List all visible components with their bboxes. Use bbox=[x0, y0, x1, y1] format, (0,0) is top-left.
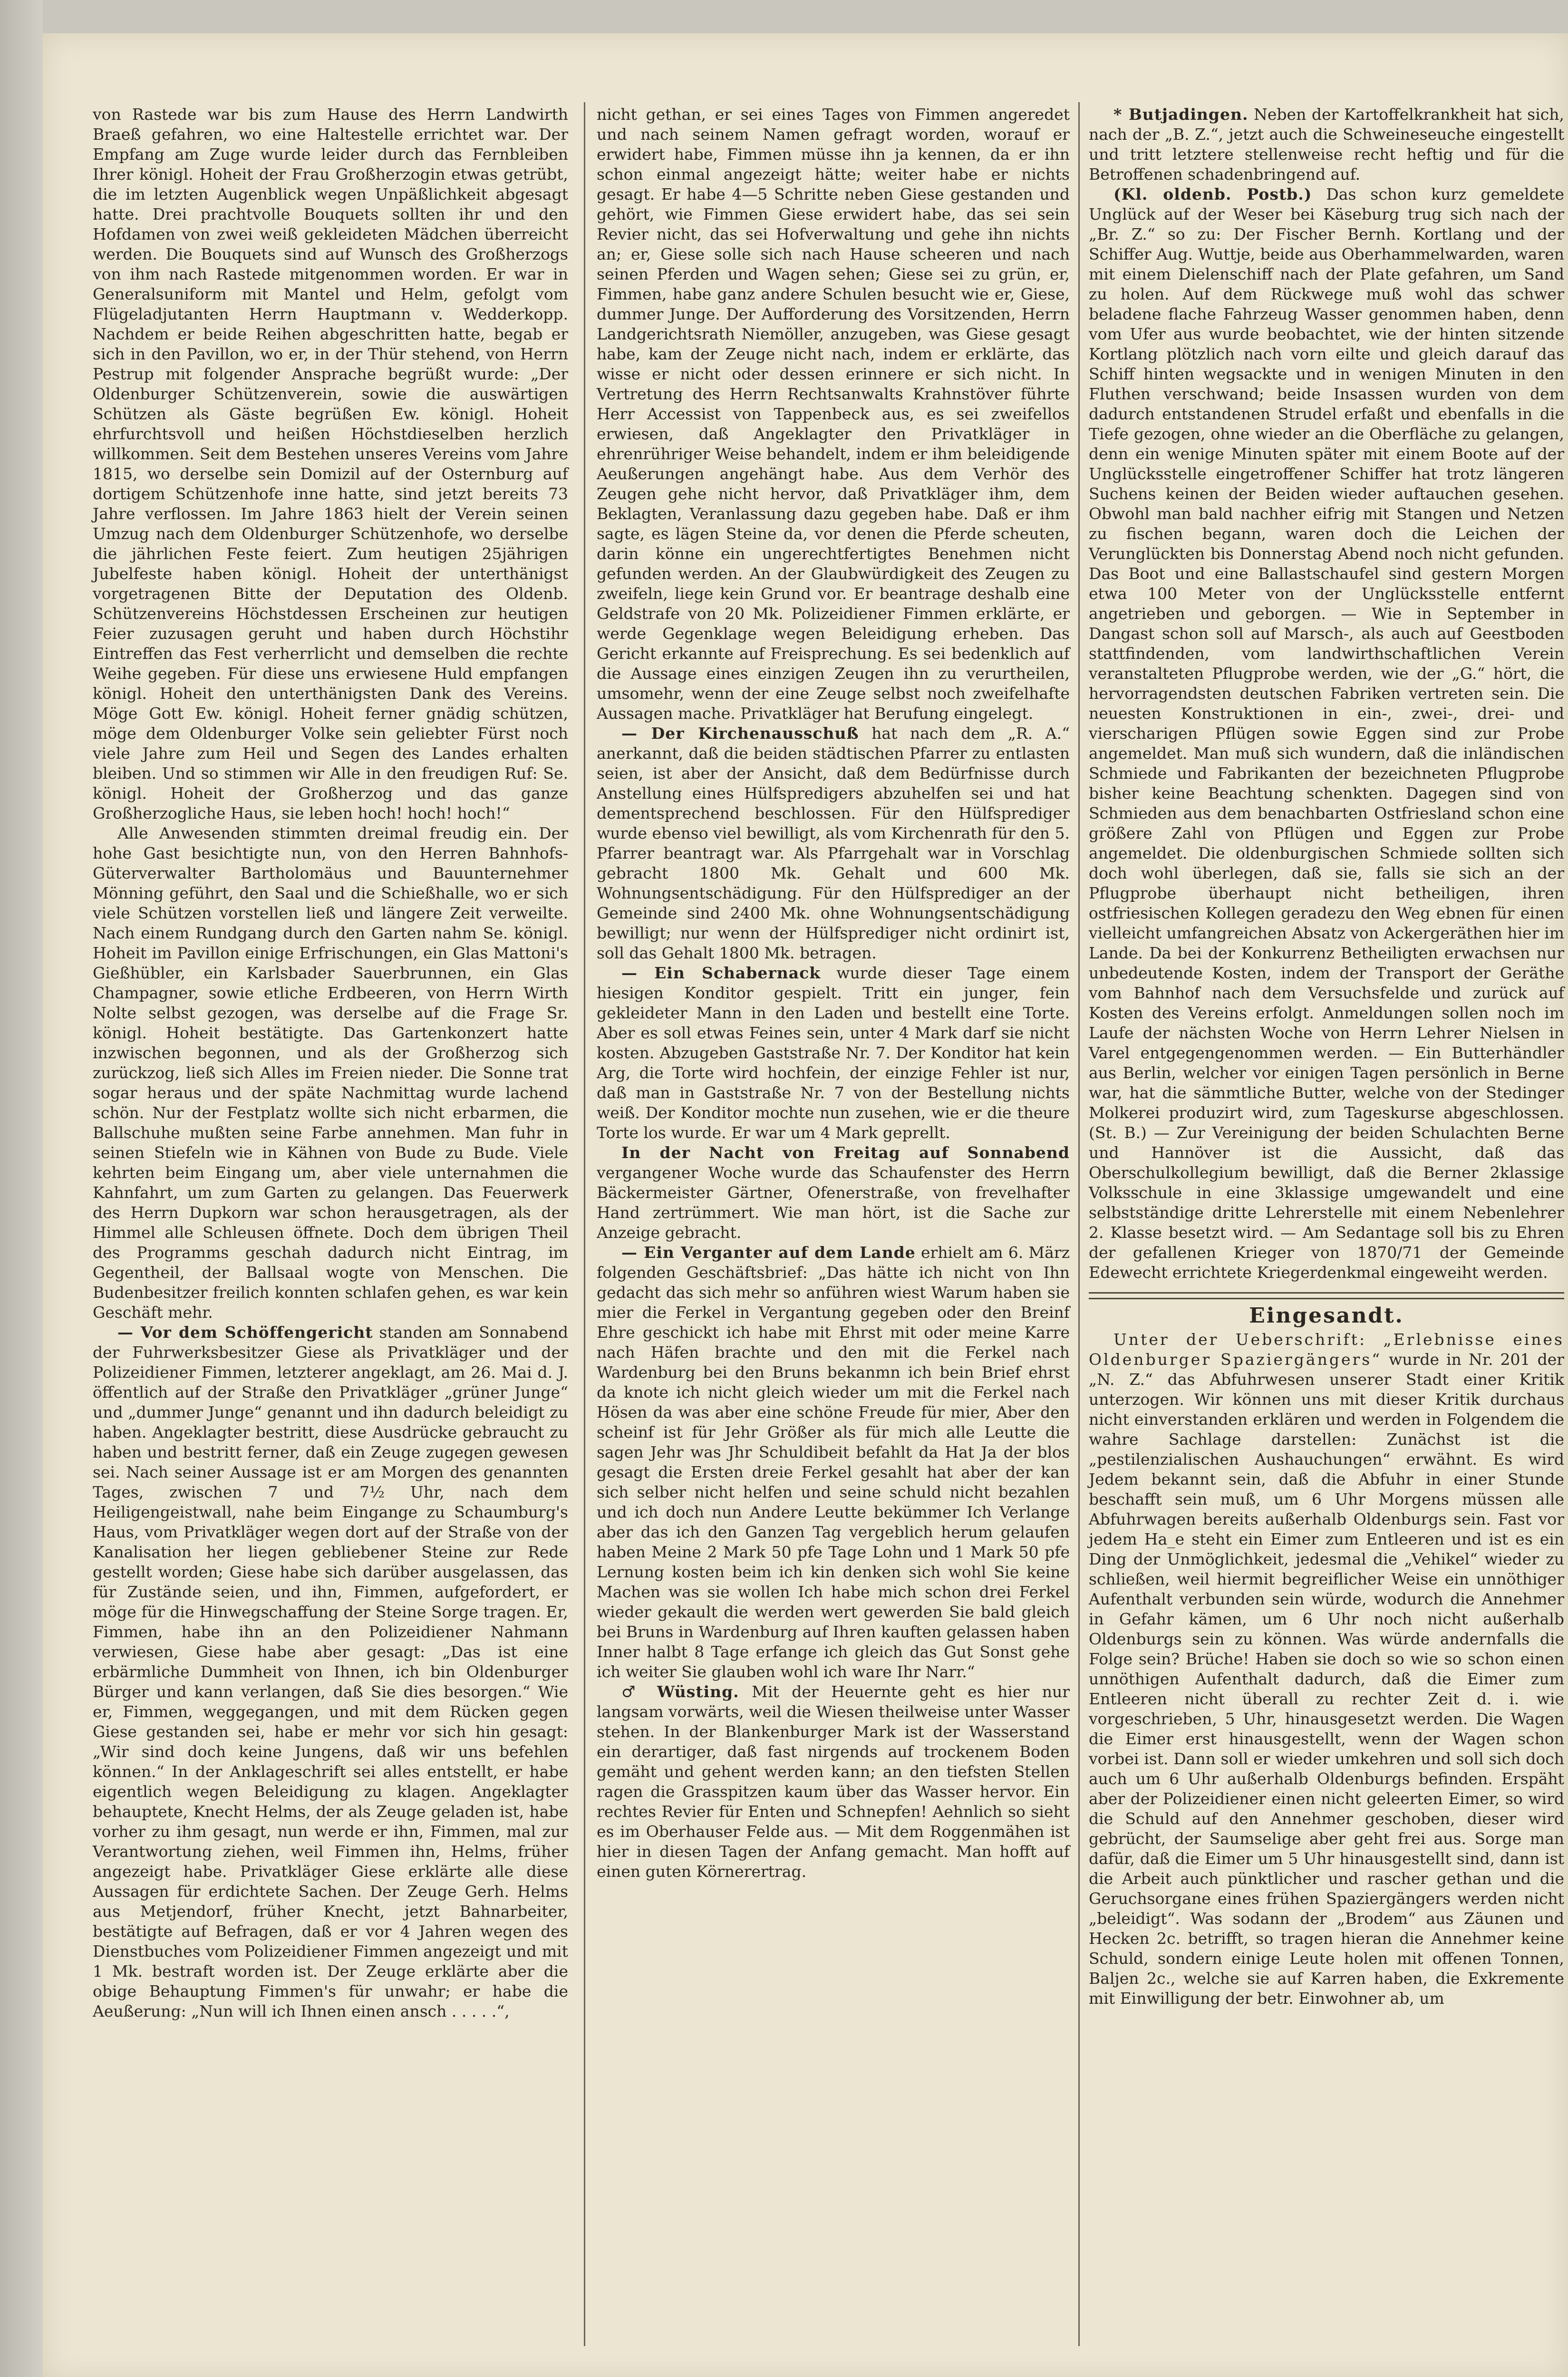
article-paragraph bbox=[1089, 1330, 1564, 2009]
article-heading: — Der Kirchenausschuß bbox=[621, 724, 859, 743]
article-heading: ♂ Wüsting. bbox=[621, 1682, 739, 1701]
article-heading: Unter der Ueberschrift: „Erlebnisse eines Oldenburger Spaziergängers“ bbox=[1089, 1330, 1564, 1369]
article-text: von Rastede war bis zum Hause des Herrn Landwirth Braeß gefahren, wo eine Haltestelle errichtet war. Der Empfang am Zuge wurde leider durch das Fernbleiben Ihrer königl. Hoheit der Frau Großherzogin etwas getrübt, die im letzten Augenblick wegen Unpäßlichkeit abgesagt hatte. Drei prachtvolle Bouquets sollten ihr und den Hofdamen von zwei weiß gekleideten Mädchen überreicht werden. Die Bouquets sind auf Wunsch des Großherzogs von ihm nach Rastede mitgenommen worden. Er war in Generalsuniform mit Mantel und Helm, gefolgt vom Flügeladjutanten Herrn Hauptmann v. Wedderkopp. Nachdem er beide Reihen abgeschritten hatte, begab er sich in den Pavillon, wo er, in der Thür stehend, von Herrn Pestrup mit folgender Ansprache begrüßt wurde: „Der Oldenburger Schützenverein, sowie die auswärtigen Schützen als Gäste begrüßen Ew. königl. Hoheit ehrfurchtsvoll und heißen Höchstdieselben herzlich willkommen. Seit dem Bestehen unseres Vereins vom Jahre 1815, wo derselbe sein Domizil auf der Osternburg auf dortigem Schützenhofe inne hatte, sind jetzt bereits 73 Jahre verflossen. Im Jahre 1863 hielt der Verein seinen Umzug nach dem Oldenburger Schützenhofe, wo derselbe die jährlichen Feste feiert. Zum heutigen 25jährigen Jubelfeste haben königl. Hoheit der unterthänigst vorgetragenen Bitte der Deputation des Oldenb. Schützenvereins Höchstdessen Erscheinen zur heutigen Feier zuzusagen geruht und haben durch Höchstihr Eintreffen das Fest verherrlicht und demselben die rechte Weihe gegeben. Für diese uns erwiesene Huld empfangen königl. Hoheit den unterthänigsten Dank des Vereins. Möge Gott Ew. königl. Hoheit ferner gnädig schützen, möge dem Oldenburger Volke sein geliebter Fürst noch viele Jahre zum Heil und Segen des Landes erhalten bleiben. Und so stimmen wir Alle in den freudigen Ruf: Se. königl. Hoheit der Großherzog und das ganze Großherzogliche Haus, sie leben hoch! hoch! hoch!“ bbox=[93, 105, 568, 822]
column-2 bbox=[597, 105, 1070, 1882]
article-paragraph bbox=[93, 1323, 568, 2021]
article-paragraph bbox=[597, 1243, 1070, 1682]
article-paragraph bbox=[1089, 105, 1564, 184]
article-text: vergangener Woche wurde das Schaufenster des Herrn Bäckermeister Gärtner, Ofenerstraße, von frevelhafter Hand zertrümmert. Wie man hört, ist die Sache zur Anzeige gebracht. bbox=[597, 1163, 1070, 1242]
article-paragraph bbox=[597, 724, 1070, 963]
article-heading: — Vor dem Schöffengericht bbox=[117, 1323, 373, 1342]
section-divider bbox=[1089, 1292, 1564, 1299]
article-paragraph bbox=[597, 1682, 1070, 1882]
column-rule-1 bbox=[584, 102, 585, 2346]
section-title: Eingesandt. bbox=[1249, 1304, 1404, 1328]
article-heading: (Kl. oldenb. Postb.) bbox=[1113, 185, 1312, 203]
article-text: Neben der Kartoffelkrankheit hat sich, nach der „B. Z.“, jetzt auch die Schweineseuche eingestellt und tritt letztere stellenweise recht heftig und für die Betroffenen schadenbringend auf. bbox=[1089, 105, 1564, 184]
column-rule-2 bbox=[1078, 102, 1080, 2346]
article-paragraph bbox=[597, 1143, 1070, 1243]
article-text: wurde in Nr. 201 der „N. Z.“ das Abfuhrwesen unserer Stadt einer Kritik unterzogen. Wir können uns mit dieser Kritik durchaus nicht einverstanden erklären und werden in Folgendem die wahre Sachlage darstellen: Zunächst ist die „pestilenzialischen Aushauchungen“ erwähnt. Es wird Jedem bekannt sein, daß die Abfuhr in einer Stunde beschafft sein muß, um 6 Uhr Morgens müssen alle Abfuhrwagen bereits außerhalb Oldenburgs sein. Fast vor jedem Ha_e steht ein Eimer zum Entleeren und ist es ein Ding der Unmöglichkeit, jedesmal die „Vehikel“ wieder zu schließen, weil hiermit begreiflicher Weise ein unnöthiger Aufenthalt verbunden sein würde, wodurch die Annehmer in Gefahr kämen, um 6 Uhr noch nicht außerhalb Oldenburgs sein zu können. Was würde andernfalls die Folge sein? Brüche! Haben sie doch so wie so schon einen unnöthigen Aufenthalt dadurch, daß die Eimer zum Entleeren nicht überall zu rechter Zeit d. i. wie vorgeschrieben, 5 Uhr, hinausgesetzt werden. Die Wagen die Eimer erst hinausgestellt, wenn der Wagen schon vorbei ist. Dann soll er wieder umkehren und soll sich doch auch um 6 Uhr außerhalb Oldenburgs befinden. Erspäht aber der Polizeidiener einen nicht geleerten Eimer, so wird die Schuld auf den Annehmer geschoben, dieser wird gebrücht, der Saumselige aber geht frei aus. Sorge man dafür, daß die Eimer um 5 Uhr hinausgestellt sind, dann ist die Arbeit auch pünktlicher und rascher gethan und die Geruchsorgane eines frühen Spaziergängers werden nicht „beleidigt“. Was sodann der „Brodem“ aus Zäunen und Hecken 2c. betrifft, so tragen hieran die Annehmer keine Schuld, sondern einige Leute holen mit offenen Tonnen, Baljen 2c., welche sie auf Karren haben, die Exkremente mit Einwilligung der betr. Einwohner ab, um bbox=[1089, 1350, 1565, 2008]
article-text: wurde dieser Tage einem hiesigen Konditor gespielt. Tritt ein junger, fein gekleideter Mann in den Laden und bestellt eine Torte. Aber es soll etwas Feines sein, unter 4 Mark darf sie nicht kosten. Abzugeben Gaststraße Nr. 7. Der Konditor hat kein Arg, die Torte wird hochfein, der einzige Fehler ist nur, daß man in Gaststraße Nr. 7 von der Bestellung nichts weiß. Der Konditor mochte nun zusehen, wie er die theure Torte los wurde. Er war um 4 Mark geprellt. bbox=[597, 964, 1070, 1142]
article-heading: — Ein Schabernack bbox=[621, 964, 821, 982]
article-heading: — Ein Verganter auf dem Lande bbox=[621, 1243, 916, 1262]
column-1 bbox=[93, 105, 568, 2021]
article-heading: * Butjadingen. bbox=[1113, 105, 1249, 124]
article-text: hat nach dem „R. A.“ anerkannt, daß die beiden städtischen Pfarrer zu entlasten seien, ist aber der Ansicht, daß dem Bedürfnisse durch Anstellung eines Hülfspredigers abzuhelfen sei und hat dementsprechend beschlossen. Für den Hülfsprediger wurde ebenso viel bewilligt, als vom Kirchenrath für den 5. Pfarrer beantragt war. Als Pfarrgehalt war in Vorschlag gebracht 1800 Mk. Gehalt und 600 Mk. Wohnungsentschädigung. Für den Hülfsprediger an der Gemeinde sind 2400 Mk. ohne Wohnungsentschädigung bewilligt; nur wenn der Hülfsprediger nicht ordinirt ist, soll das Gehalt 1800 Mk. betragen. bbox=[597, 724, 1070, 962]
article-paragraph bbox=[1089, 184, 1564, 1283]
scan-edge bbox=[0, 0, 43, 2377]
article-text: Mit der Heuernte geht es hier nur langsam vorwärts, weil die Wiesen theilweise unter Wasser stehen. In der Blankenburger Mark ist der Wasserstand ein derartiger, daß fast nirgends auf trockenem Boden gemäht und gehent werden kann; an den tiefsten Stellen ragen die Grasspitzen kaum über das Wasser hervor. Ein rechtes Revier für Enten und Schnepfen! Aehnlich so sieht es im Oberhauser Felde aus. — Mit dem Roggenmähen ist hier in diesen Tagen der Anfang gemacht. Man hofft auf einen guten Körnerertrag. bbox=[597, 1682, 1070, 1881]
article-heading: In der Nacht von Freitag auf Sonnabend bbox=[621, 1143, 1070, 1162]
column-3 bbox=[1089, 105, 1564, 2009]
article-text: nicht gethan, er sei eines Tages von Fimmen angeredet und nach seinem Namen gefragt worden, worauf er erwidert habe, Fimmen müsse ihn ja kennen, da er ihn schon einmal angezeigt hätte; weiter habe er nichts gesagt. Er habe 4—5 Schritte neben Giese gestanden und gehört, wie Fimmen Giese erwidert habe, das sei sein Revier nicht, das sei Hofverwaltung und gehe ihn nichts an; er, Giese solle sich nach Hause scheeren und nach seinen Pferden und Wagen sehen; Giese sei zu grün, er, Fimmen, habe ganz andere Schulen besucht wie er, Giese, dummer Junge. Der Aufforderung des Vorsitzenden, Herrn Landgerichtsrath Niemöller, anzugeben, was Giese gesagt habe, kam der Zeuge nicht nach, indem er erklärte, das wisse er nicht oder dessen erinnere er sich nicht. In Vertretung des Herrn Rechtsanwalts Krahnstöver führte Herr Accessist von Tappenbeck aus, es sei zweifellos erwiesen, daß Angeklagter den Privatkläger in ehrenrühriger Weise behandelt, indem er ihm beleidigende Aeußerungen angehängt habe. Aus dem Verhör des Zeugen gehe nicht hervor, daß Privatkläger ihm, dem Beklagten, Veranlassung dazu gegeben habe. Daß er ihm sagte, es lägen Steine da, vor denen die Pferde scheuten, darin könne ein ungerechtfertigtes Benehmen nicht gefunden werden. An der Glaubwürdigkeit des Zeugen zu zweifeln, liege kein Grund vor. Er beantrage deshalb eine Geldstrafe von 20 Mk. Polizeidiener Fimmen erklärte, er werde Gegenklage wegen Beleidigung erheben. Das Gericht erkannte auf Freisprechung. Es sei bedenklich auf die Aussage eines einzigen Zeugen ihn zu verurtheilen, umsomehr, wenn der eine Zeuge selbst noch zweifelhafte Aussagen mache. Privatkläger hat Berufung eingelegt. bbox=[597, 105, 1070, 723]
article-paragraph bbox=[597, 963, 1070, 1143]
article-text: Alle Anwesenden stimmten dreimal freudig ein. Der hohe Gast besichtigte nun, von den Herren Bahnhofs-Güterverwalter Bartholomäus und Bauunternehmer Mönning geführt, den Saal und die Schießhalle, wo er sich viele Schützen vorstellen ließ und längere Zeit verweilte. Nach einem Rundgang durch den Garten nahm Se. königl. Hoheit im Pavillon einige Erfrischungen, ein Glas Mattoni's Gießhübler, ein Karlsbader Sauerbrunnen, ein Glas Champagner, sowie etliche Erdbeeren, von Herrn Wirth Nolte selbst gezogen, was derselbe auf die Frage Sr. königl. Hoheit bestätigte. Das Gartenkonzert hatte inzwischen begonnen, und als der Großherzog sich zurückzog, ließ sich Alles im Freien nieder. Die Sonne trat sogar heraus und der späte Nachmittag wurde lachend schön. Nur der Festplatz wollte sich nicht erbarmen, die Ballschuhe mußten seine Farbe annehmen. Man fuhr in seinen Stiefeln wie in Kähnen von Bude zu Bude. Viele kehrten beim Eingang um, aber viele unternahmen die Kahnfahrt, um zum Garten zu gelangen. Das Feuerwerk des Herrn Dupkorn war schon herausgetragen, als der Himmel alle Schleusen öffnete. Doch dem übrigen Theil des Programms geschah dadurch nicht Eintrag, im Gegentheil, der Ballsaal wogte von Menschen. Die Budenbesitzer freilich konnten schlafen gehen, es war kein Geschäft mehr. bbox=[93, 824, 568, 1322]
article-text: Das schon kurz gemeldete Unglück auf der Weser bei Käseburg trug sich nach der „Br. Z.“ so zu: Der Fischer Bernh. Kortlang und der Schiffer Aug. Wuttje, beide aus Oberhammelwarden, waren mit einem Dielenschiff nach der Plate gefahren, um Sand zu holen. Auf dem Rückwege muß wohl das schwer beladene flache Fahrzeug Wasser genommen haben, denn vom Ufer aus wurde beobachtet, wie der hinten sitzende Kortlang plötzlich nach vorn eilte und gleich darauf das Schiff hinten wegsackte und in wenigen Minuten in den Fluthen verschwand; beide Insassen wurden von dem dadurch entstandenen Strudel erfaßt und ebenfalls in die Tiefe gezogen, ohne wieder an die Oberfläche zu gelangen, denn ein wenige Minuten später mit einem Boote auf der Unglücksstelle eingetroffener Schiffer hat trotz längeren Suchens keinen der Beiden wieder auftauchen gesehen. Obwohl man bald nachher eifrig mit Stangen und Netzen zu fischen begann, waren doch die Leichen der Verunglückten bis Donnerstag Abend noch nicht gefunden. Das Boot und eine Ballastschaufel sind gestern Morgen etwa 100 Meter von der Unglücksstelle entfernt angetrieben und geborgen. — Wie in September in Dangast schon soll auf Marsch-, als auch auf Geestboden stattfindenden, vom landwirthschaftlichen Verein veranstalteten Pflugprobe werden, wie der „G.“ hört, die hervorragendsten deutschen Fabriken vertreten sein. Die neuesten Konstruktionen in ein-, zwei-, drei- und vierscharigen Pflügen sowie Eggen sind zur Probe angemeldet. Man muß sich wundern, daß die inländischen Schmiede und Fabrikanten der bezeichneten Pflugprobe bisher keine Beachtung schenkten. Dagegen sind von Schmieden aus dem benachbarten Ostfriesland schon eine größere Zahl von Pflügen und Eggen zur Probe angemeldet. Die oldenburgischen Schmiede sollten sich doch wohl überlegen, daß sie, falls sie sich an der Pflugprobe überhaupt nicht betheiligen, ihren ostfriesischen Kollegen geradezu den Weg ebnen für einen vielleicht umfangreichen Absatz von Ackergeräthen hier im Lande. Da bei der Konkurrenz Betheiligten erwachsen nur unbedeutende Kosten, indem der Transport der Geräthe vom Bahnhof nach dem Versuchsfelde und zurück auf Kosten des Vereins erfolgt. Anmeldungen sollen noch im Laufe der nächsten Woche von Herrn Lehrer Nielsen in Varel entgegengenommen werden. — Ein Butterhändler aus Berlin, welcher vor einigen Tagen persönlich in Berne war, hat die sämmtliche Butter, welche von der Stedinger Molkerei produzirt wird, zum Tageskurse abgeschlossen. (St. B.) — Zur Vereinigung der beiden Schulachten Berne und Hannöver ist die Aussicht, daß das Oberschulkollegium bewilligt, daß die Berner 2klassige Volksschule in eine 3klassige umgewandelt und eine selbstständige dritte Lehrerstelle mit einem Nebenlehrer 2. Klasse besetzt wird. — Am Sedantage soll bis zu Ehren der gefallenen Krieger von 1870/71 der Gemeinde Edewecht errichtete Kriegerdenkmal eingeweiht werden. bbox=[1089, 185, 1564, 1282]
article-text: erhielt am 6. März folgenden Geschäftsbrief: „Das hätte ich nicht von Ihn gedacht das sich mehr so anführen wiest Warum haben sie mier die Ferkel in Vergantung gegeben oder den Breinf Ehre geschickt ich habe mit Ehrst mit oder meine Karre nach Häfen brachte und den mit die Ferkel nach Wardenburg bei den Bruns bekanmn ich bein Brief ehrst da knote ich nicht gleich wieder um mit die Ferkel nach Hösen da was aber eine schöne Freude für mier, Aber den scheinf ist für Jehr Größer als für mich alle Leutte die sagen Jehr was Jhr Schuldibeit befahlt da Hat Ja der blos gesagt die Ersten dreie Ferkel gesahlt hat aber der kan sich selber nicht helfen und seine schuld nicht bezahlen und ich doch nun Andere Leutte bekümmer Ich Verlange aber das ich den Ganzen Tag vergeblich herum gelaufen haben Meine 2 Mark 50 pfe Tage Lohn und 1 Mark 50 pfe Lernung kosten beim ich kin denken sich wohl Sie keine Machen was sie wollen Ich habe mich schon drei Ferkel wieder gekault die werden wert gewerden Sie bald gleich bei Bruns in Wardenburg auf Ihren kauften gelassen haben Inner halbt 8 Tage erfange ich gleich das Gut Sonst gehe ich weiter Sie glauben wohl ich ware Ihr Narr.“ bbox=[597, 1243, 1070, 1681]
article-text: standen am Sonnabend der Fuhrwerksbesitzer Giese als Privatkläger und der Polizeidiener Fimmen, letzterer angeklagt, am 26. Mai d. J. öffentlich auf der Straße den Privatkläger „grüner Junge“ und „dummer Junge“ genannt und ihn dadurch beleidigt zu haben. Angeklagter bestritt, diese Ausdrücke gebraucht zu haben und bestritt ferner, daß ein Zeuge zugegen gewesen sei. Nach seiner Aussage ist er am Morgen des genannten Tages, zwischen 7 und 7½ Uhr, nach dem Heiligengeistwall, nahe beim Eingange zu Schaumburg's Haus, vom Privatkläger wegen dort auf der Straße von der Kanalisation her liegen gebliebener Steine zur Rede gestellt worden; Giese habe sich darüber ausgelassen, das für Zustände seien, und ihn, Fimmen, aufgefordert, er möge für die Hinwegschaffung der Steine Sorge tragen. Er, Fimmen, habe ihn an den Polizeidiener Nahmann verwiesen, Giese habe aber gesagt: „Das ist eine erbärmliche Dummheit von Ihnen, ich bin Oldenburger Bürger und kann verlangen, daß Sie dies besorgen.“ Wie er, Fimmen, weggegangen, und mit dem Rücken gegen Giese gestanden sei, habe er mehr vor sich hin gesagt: „Wir sind doch keine Jungens, daß wir uns befehlen können.“ In der Anklageschrift sei alles entstellt, er habe eigentlich wegen Beleidigung zu klagen. Angeklagter behauptete, Knecht Helms, der als Zeuge geladen ist, habe vorher zu ihm gesagt, nun werde er ihn, Fimmen, mal zur Verantwortung ziehen, weil Fimmen ihn, Helms, früher angezeigt habe. Privatkläger Giese erklärte alle diese Aussagen für erdichtete Sachen. Der Zeuge Gerh. Helms aus Metjendorf, früher Knecht, jetzt Bahnarbeiter, bestätigte auf Befragen, daß er vor 4 Jahren wegen des Dienstbuches vom Polizeidiener Fimmen angezeigt und mit 1 Mk. bestraft worden ist. Der Zeuge erklärte aber die obige Behauptung Fimmen's für unwahr; er habe die Aeußerung: „Nun will ich Ihnen einen ansch . . . . .“, bbox=[93, 1323, 568, 2020]
